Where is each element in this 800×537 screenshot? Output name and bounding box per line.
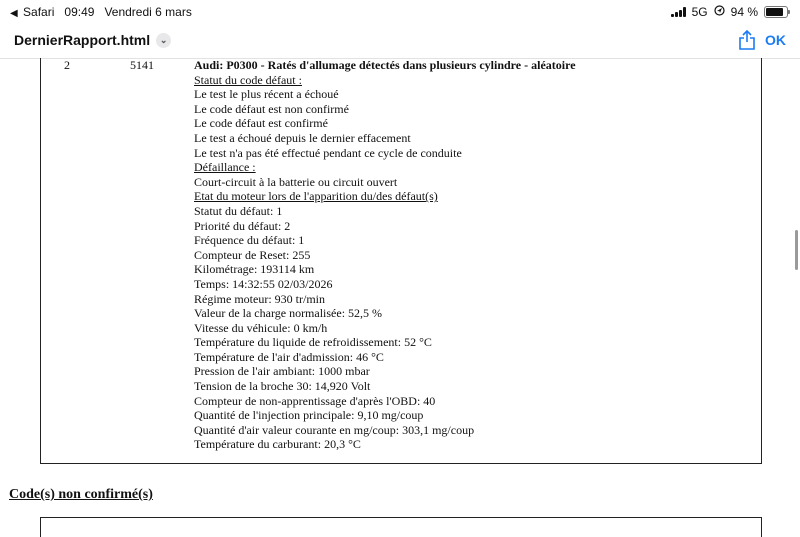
status-bar-right (671, 5, 788, 19)
detail-line: Vitesse du véhicule: 0 km/h (194, 320, 328, 335)
fault-code: 5141 (130, 58, 154, 72)
status-date: Vendredi 6 mars (104, 5, 192, 19)
scroll-indicator[interactable] (795, 230, 798, 270)
fault-index: 2 (64, 58, 70, 72)
detail-line: Statut du défaut: 1 (194, 203, 283, 218)
detail-line: Le test a échoué depuis le dernier effacement (194, 130, 411, 145)
detail-line: Fréquence du défaut: 1 (194, 233, 305, 248)
detail-line: Température du liquide de refroidissement: 52 °C (194, 335, 432, 350)
detail-line: Le code défaut est confirmé (194, 116, 328, 131)
ok-button[interactable]: OK (765, 32, 786, 48)
fault-table-row (40, 58, 762, 464)
detail-line: Température du carburant: 20,3 °C (194, 437, 361, 452)
detail-line: Le test n'a pas été effectué pendant ce cycle de conduite (194, 145, 462, 160)
detail-line: Quantité d'air valeur courante en mg/coup: 303,1 mg/coup (194, 422, 475, 437)
back-arrow-icon: ◀ (10, 8, 18, 19)
detail-line: Compteur de non-apprentissage d'après l'OBD: 40 (194, 393, 436, 408)
status-bar (0, 0, 800, 22)
network-label: 5G (691, 5, 708, 19)
detail-line: Temps: 14:32:55 02/03/2026 (194, 276, 333, 291)
detail-line: Le code défaut est non confirmé (194, 101, 349, 116)
section-heading: Code(s) non confirmé(s) (9, 487, 153, 502)
detail-line: Court-circuit à la batterie ou circuit ouvert (194, 174, 398, 189)
back-to-app-link[interactable] (10, 5, 54, 19)
battery-icon (764, 6, 788, 18)
document-title: DernierRapport.html (14, 32, 151, 48)
detail-line: Température de l'air d'admission: 46 °C (194, 349, 384, 364)
detail-line: Priorité du défaut: 2 (194, 218, 291, 233)
navigation-bar (0, 22, 800, 59)
battery-fill (766, 8, 783, 16)
detail-line: Régime moteur: 930 tr/min (194, 291, 325, 306)
location-icon (714, 5, 725, 19)
detail-line: Kilométrage: 193114 km (194, 262, 315, 277)
next-table (40, 517, 762, 537)
status-bar-left (10, 5, 192, 19)
status-time: 09:49 (64, 5, 95, 19)
document-title-menu[interactable] (14, 32, 171, 48)
detail-heading: Statut du code défaut : (194, 72, 302, 87)
detail-line: Pression de l'air ambiant: 1000 mbar (194, 364, 370, 379)
detail-line: Le test le plus récent a échoué (194, 87, 339, 102)
detail-line: Valeur de la charge normalisée: 52,5 % (194, 306, 383, 321)
detail-line: Tension de la broche 30: 14,920 Volt (194, 379, 371, 394)
back-app-label: Safari (23, 5, 55, 19)
signal-icon (671, 7, 686, 17)
detail-heading: Défaillance : (194, 160, 256, 175)
detail-line: Compteur de Reset: 255 (194, 247, 311, 262)
detail-heading: Etat du moteur lors de l'apparition du/des défaut(s) (194, 189, 438, 204)
fault-description: Audi: P0300 - Ratés d'allumage détectés dans plusieurs cylindre - aléatoire (194, 58, 576, 72)
detail-line: Quantité de l'injection principale: 9,10 mg/coup (194, 408, 424, 423)
battery-percent: 94 % (730, 5, 758, 19)
fault-details (194, 58, 576, 452)
chevron-down-icon[interactable]: ⌄ (156, 33, 171, 48)
share-icon[interactable] (738, 30, 756, 50)
